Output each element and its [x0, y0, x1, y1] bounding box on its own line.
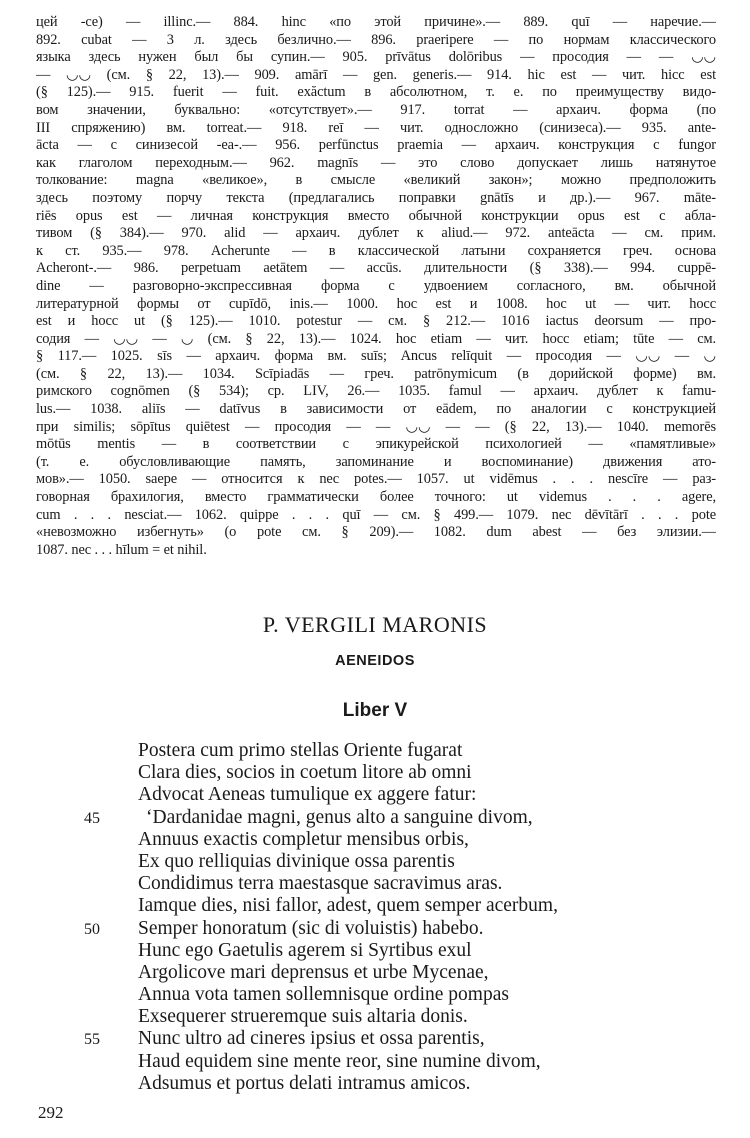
- commentary-line: mōtūs mentis — в соответствии с эпикурейской психологией — «памятливые»: [36, 436, 716, 453]
- book-title: Liber V: [342, 700, 408, 721]
- commentary-line: lus.— 1038. aliīs — datīvus в зависимости от eādem, по аналогии с конструкцией: [36, 401, 716, 418]
- verse-line: [60, 1051, 700, 1073]
- verse-text: Ex quo relliquias divinique ossa parentis: [138, 850, 455, 872]
- commentary-line: мов».— 1050. saepe — относится к nec potes.— 1057. ut vidēmus . . . nescīre — раз-: [36, 471, 716, 488]
- commentary-line: толкование: magna «великое», в смысле «великий закон»; можно предположить: [36, 172, 716, 189]
- verse-line: [60, 1006, 700, 1028]
- commentary-line: — ◡◡ (см. § 22, 13).— 909. amārī — gen. generis.— 914. hic est — чит. hicc est: [36, 66, 716, 83]
- work-title: AENEIDOS: [335, 653, 415, 669]
- author-heading: P. VERGILI MARONIS: [262, 612, 488, 637]
- verse-text: Annuus exactis completur mensibus orbis,: [138, 828, 469, 850]
- verse-line: [60, 1073, 700, 1095]
- commentary-line: здесь поэтому порчу текста (предлагались поправки gnātīs и др.).— 967. māte-: [36, 189, 716, 206]
- commentary-line: содия — ◡◡ — ◡ (см. § 22, 13).— 1024. hoc etiam — чит. hocc etiam; tūte — см.: [36, 330, 716, 347]
- commentary-line: (§ 125).— 915. fuerit — fuit. exăctum в абсолютном, т. е. по преимуществу видо-: [36, 84, 716, 101]
- commentary-line: dine — разговорно-экспрессивная форма с удвоением согласного, вм. обычной: [36, 277, 716, 294]
- commentary-line: III спряжению) вм. torreat.— 918. reī — чит. односложно (синизеса).— 935. ante-: [36, 119, 716, 136]
- verse-line: [60, 784, 700, 806]
- verse-text: Clara dies, socios in coetum litore ab omni: [138, 762, 472, 784]
- verse-text: Annua vota tamen sollemnisque ordine pompas: [138, 984, 509, 1006]
- verse-line: [60, 962, 700, 984]
- commentary-line: cum . . . nesciat.— 1062. quippe . . . quī — см. § 499.— 1079. nec dēvītārī . . . pote: [36, 506, 716, 523]
- commentary-line: говорная брахилогия, вместо грамматически более точного: ut videmus . . . agere,: [36, 489, 716, 506]
- verse-text: Condidimus terra maestasque sacravimus aras.: [138, 873, 503, 895]
- commentary-line: к ст. 935.— 978. Acherunte — в классической латыни сохраняется греч. основа: [36, 242, 716, 259]
- commentary-line: (т. е. обусловливающие память, запоминание и воспоминание) движения ато-: [36, 453, 716, 470]
- verse-text: Adsumus et portus delati intramus amicos.: [138, 1072, 471, 1094]
- verse-text: Exsequerer strueremque suis altaria donis.: [138, 1006, 468, 1028]
- verse-text: Argolicove mari deprensus et urbe Mycenae,: [138, 961, 489, 983]
- commentary-line: римского cognōmen (§ 534); ср. LIV, 26.— 1035. famul — архаич. дублет к famu-: [36, 383, 716, 400]
- verse-text: Nunc ultro ad cineres ipsius et ossa parentis,: [138, 1028, 485, 1050]
- commentary-line: как глаголом переходным.— 962. magnīs — это слово допускает лишь натянутое: [36, 154, 716, 171]
- commentary-line: est и hocc ut (§ 125).— 1010. potestur — см. § 212.— 1016 iactus deorsum — прo-: [36, 313, 716, 330]
- verse-block: [60, 740, 700, 1095]
- verse-line: [60, 940, 700, 962]
- commentary-line: § 117.— 1025. sīs — архаич. форма вм. suīs; Ancus relīquit — просодия — ◡◡ — ◡: [36, 348, 716, 365]
- commentary-line: тивом (§ 384).— 970. alid — архаич. дублет к aliud.— 972. anteācta — см. прим.: [36, 225, 716, 242]
- page-number: 292: [38, 1103, 64, 1122]
- verse-text: Hunc ego Gaetulis agerem si Syrtibus exul: [138, 939, 472, 961]
- commentary-line: языка здесь нужен был бы супин.— 905. prīvātus dolōribus — просодия — — ◡◡: [36, 49, 716, 66]
- line-number: 45: [84, 809, 100, 827]
- verse-text: Postera cum primo stellas Oriente fugarat: [138, 740, 463, 761]
- commentary-line: литературной формы от cupīdō, inis.— 1000. hoc est и 1008. hoc ut — чит. hocc: [36, 295, 716, 312]
- verse-line: [60, 984, 700, 1006]
- verse-text: Semper honoratum (sic di voluistis) habebo.: [138, 917, 484, 939]
- verse-line: [60, 762, 700, 784]
- commentary-line: вом значении, буквально: «отсутствует».— 917. torrat — архаич. форма (по: [36, 101, 716, 118]
- verse-text: Advocat Aeneas tumulique ex aggere fatur:: [138, 784, 477, 806]
- verse-text: Haud equidem sine mente reor, sine numine divom,: [138, 1050, 541, 1072]
- verse-line: [60, 1028, 700, 1050]
- commentary-line: Acheront-.— 986. perpetuam aetātem — accūs. длительности (§ 338).— 994. cuppē-: [36, 260, 716, 277]
- verse-line: [60, 873, 700, 895]
- commentary-line: ācta — с синизесой -ea-.— 956. perfūnctus praemia — архаич. конструкция с fungor: [36, 137, 716, 154]
- verse-line: [60, 807, 700, 829]
- commentary-line: (см. § 22, 13).— 1034. Scīpiadās — греч. patrōnymicum (в дорийской форме) вм.: [36, 365, 716, 382]
- commentary-line: цей -ce) — illinc.— 884. hinc «по этой причине».— 889. quī — наречие.—: [36, 14, 716, 30]
- commentary-line: riēs opus est — личная конструкция вместо обычной конструкции opus est с абла-: [36, 207, 716, 224]
- commentary-line: 892. cubat — 3 л. здесь безлично.— 896. praeripere — по нормам классического: [36, 31, 716, 48]
- line-number: 55: [84, 1031, 100, 1049]
- line-number: 50: [84, 920, 100, 938]
- verse-line: [60, 851, 700, 873]
- verse-text: ‘Dardanidae magni, genus alto a sanguine divom,: [146, 806, 533, 828]
- verse-line: [60, 895, 700, 917]
- commentary-notes: [36, 14, 716, 559]
- verse-text: Iamque dies, nisi fallor, adest, quem semper acerbum,: [138, 895, 558, 917]
- verse-line: [60, 918, 700, 940]
- commentary-line: при similis; sōpītus quiētest — просодия — — ◡◡ — — (§ 22, 13).— 1040. memorēs: [36, 418, 716, 435]
- verse-line: [60, 740, 700, 762]
- commentary-line: «невозможно избегнуть» (о pote см. § 209).— 1082. dum abest — без элизии.—: [36, 524, 716, 541]
- verse-line: [60, 829, 700, 851]
- commentary-line: 1087. nec . . . hīlum = et nihil.: [36, 541, 207, 558]
